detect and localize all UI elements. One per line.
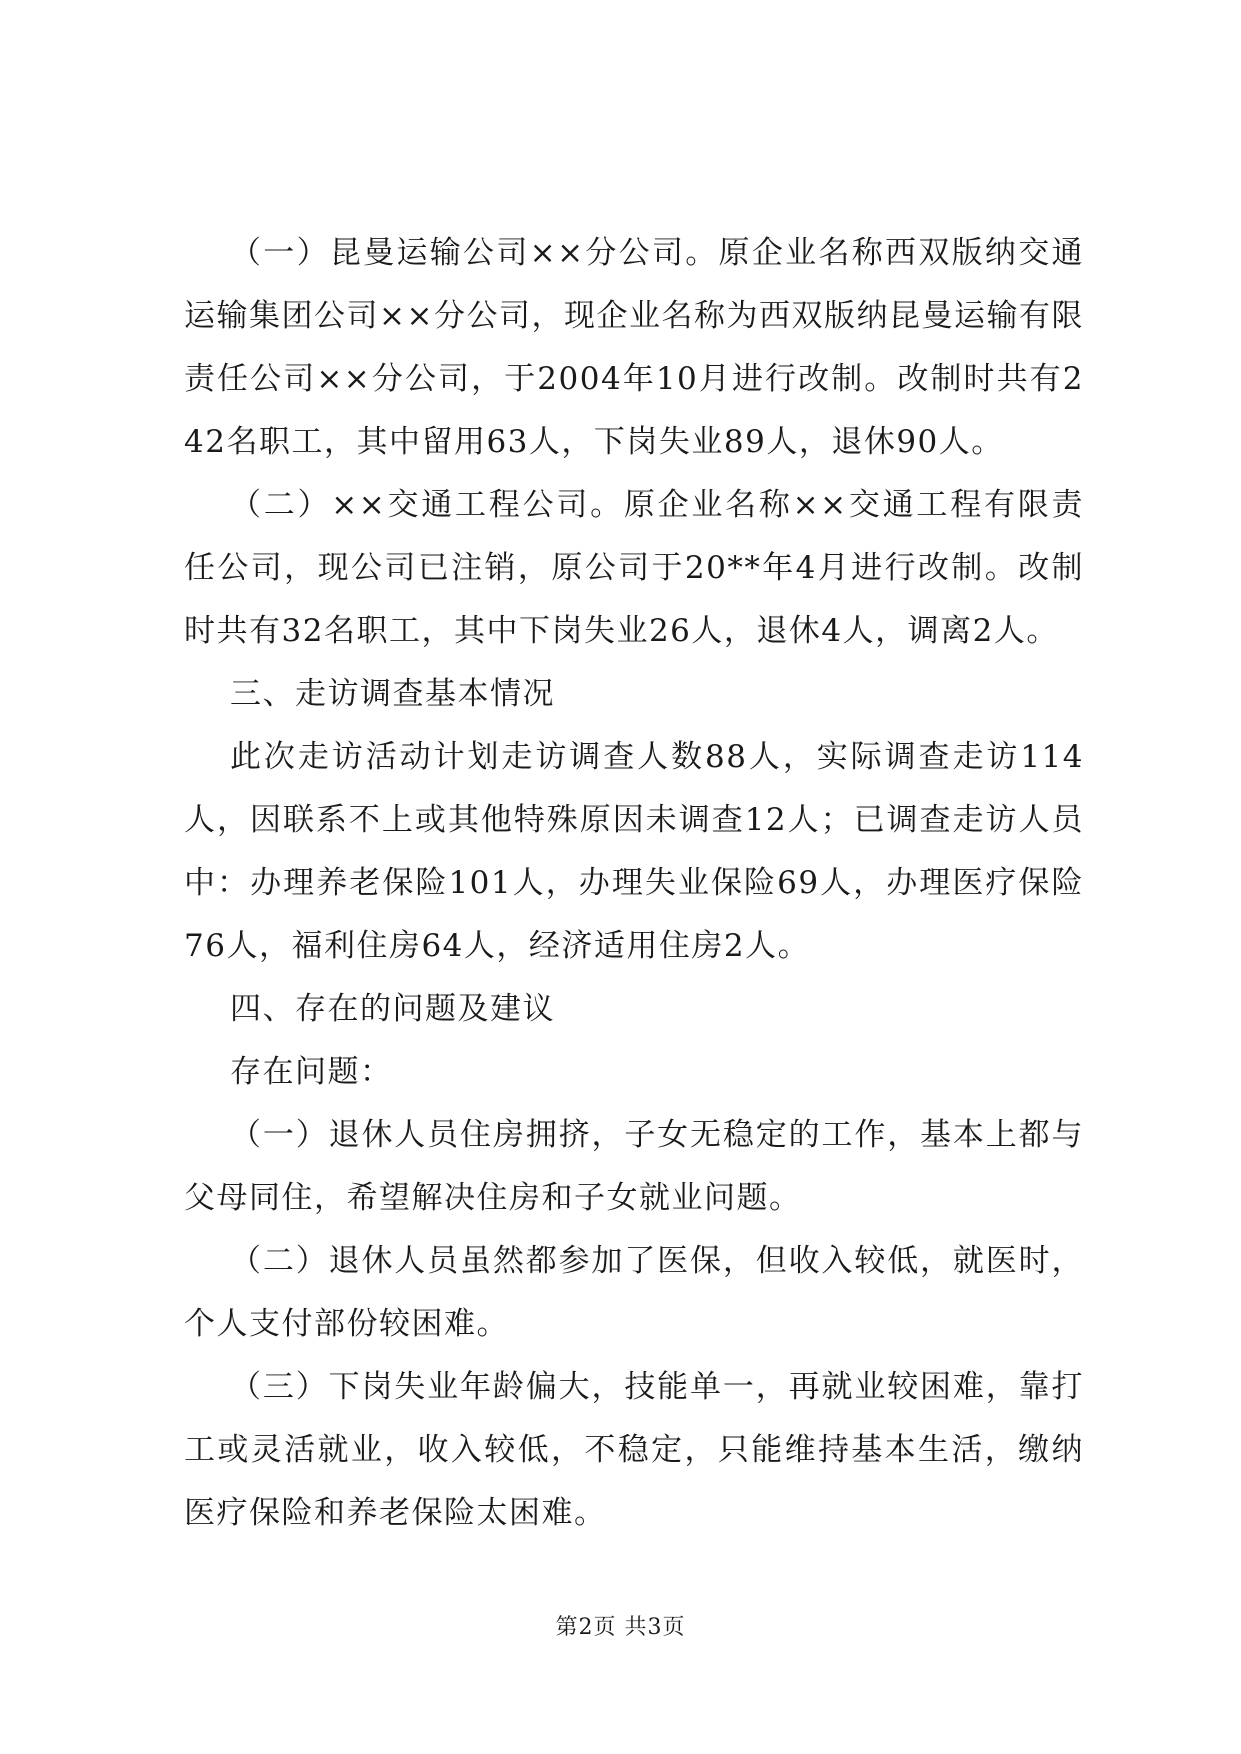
section-heading-three: 三、走访调查基本情况: [230, 676, 555, 712]
document-body: [184, 222, 1084, 1545]
paragraph-survey-summary: 此次走访活动计划走访调查人数88人，实际调查走访114人，因联系不上或其他特殊原因未调查12人；已调查走访人员中：办理养老保险101人，办理失业保险69人，办理医疗保险76人，福利住房64人，经济适用住房2人。: [184, 739, 1084, 964]
paragraph-problem-one: （一）退休人员住房拥挤，子女无稳定的工作，基本上都与父母同住，希望解决住房和子女就业问题。: [184, 1117, 1084, 1216]
subheading-problems: 存在问题：: [230, 1054, 393, 1090]
page-number-footer: 第2页 共3页: [555, 1615, 686, 1640]
section-heading-four: 四、存在的问题及建议: [230, 991, 555, 1027]
paragraph-problem-three: （三）下岗失业年龄偏大，技能单一，再就业较困难，靠打工或灵活就业，收入较低，不稳定，只能维持基本生活，缴纳医疗保险和养老保险太困难。: [184, 1369, 1084, 1531]
paragraph-company-two: （二）××交通工程公司。原企业名称××交通工程有限责任公司，现公司已注销，原公司于20**年4月进行改制。改制时共有32名职工，其中下岗失业26人，退休4人，调离2人。: [184, 487, 1084, 649]
paragraph-problem-two: （二）退休人员虽然都参加了医保，但收入较低，就医时，个人支付部份较困难。: [184, 1243, 1084, 1342]
paragraph-company-one: （一）昆曼运输公司××分公司。原企业名称西双版纳交通运输集团公司××分公司，现企业名称为西双版纳昆曼运输有限责任公司××分公司，于2004年10月进行改制。改制时共有242名职工，其中留用63人，下岗失业89人，退休90人。: [184, 235, 1084, 460]
